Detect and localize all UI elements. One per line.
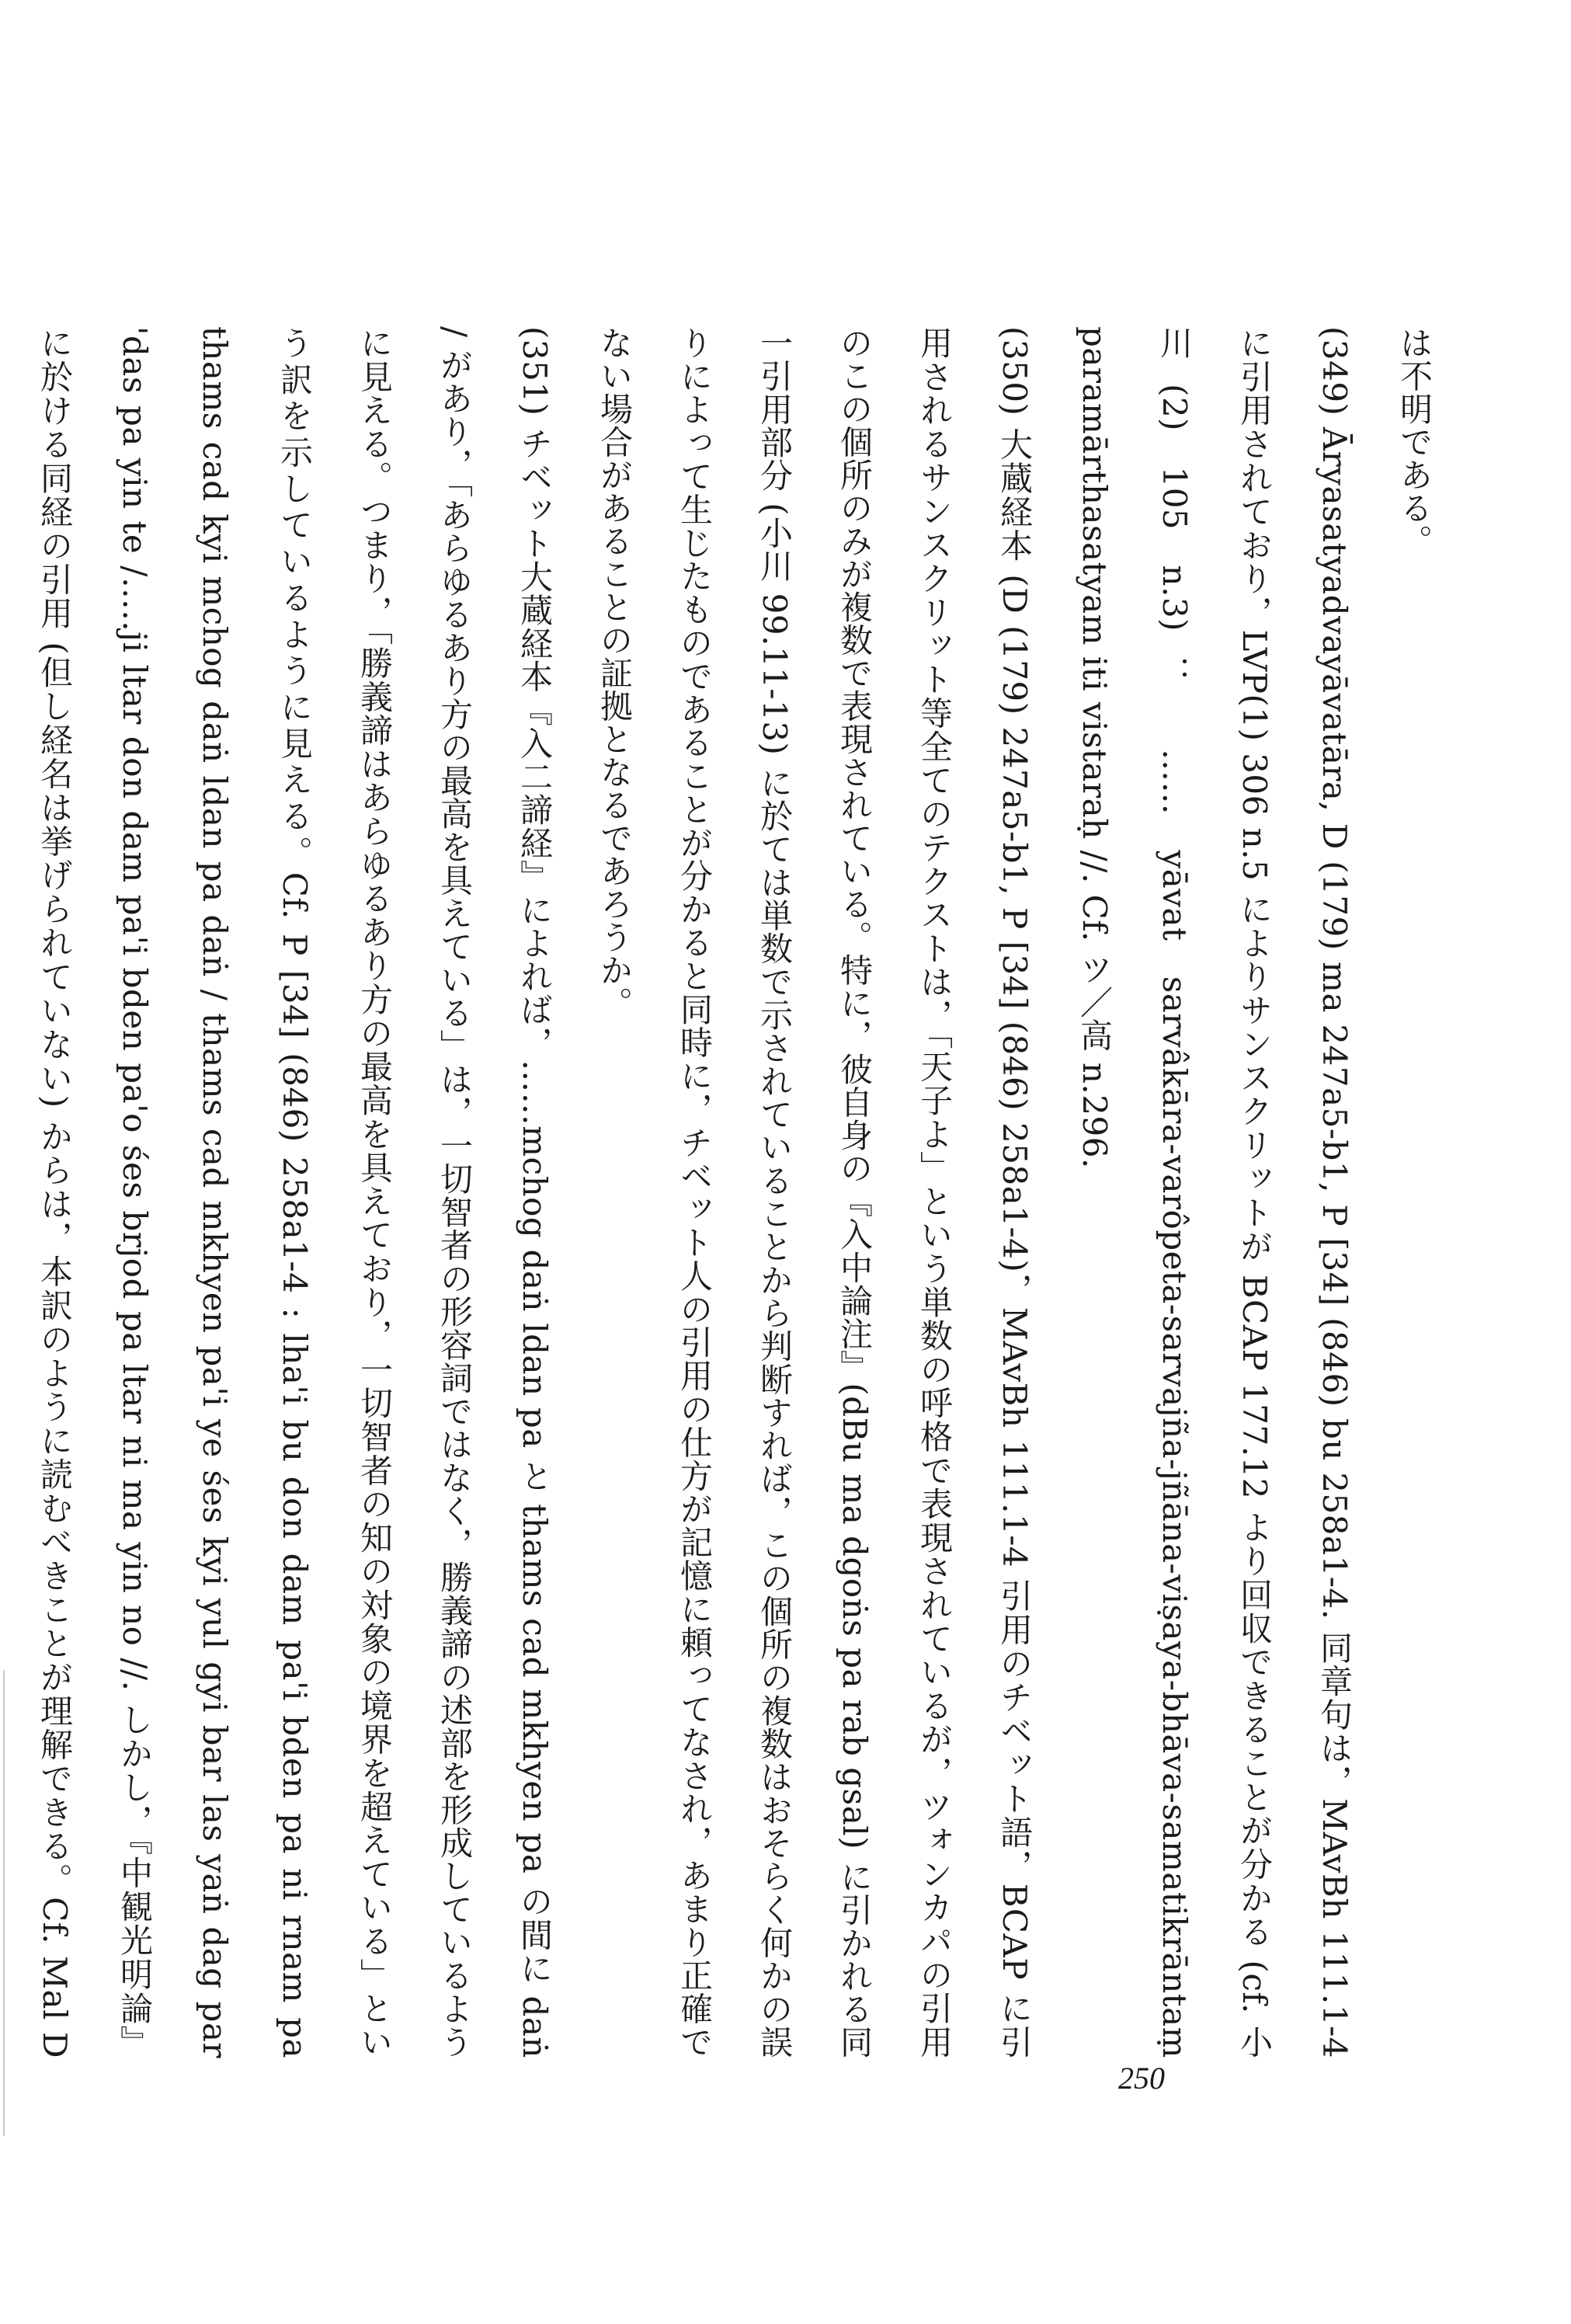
note-number: (350) <box>996 326 1034 416</box>
note-continuation <box>1375 326 1455 2058</box>
page-number: 250 <box>1118 2061 1165 2096</box>
note-text: 大蔵経本 (D (179) 247a5-b1, P [34] (846) 258a1-4)，MAvBh 111.1-4 引用のチベット語，BCAP に引用されるサンスクリット等全てのテクストは，「天子よ」という単数の呼格で表現されているが，ツォンカパの引用のこの個所のみが複数で表現されている。特に，彼自身の『入中論注』(dBu ma dgoṅs pa rab gsal) に引かれる同一引用部分 (小川 99.11-13) に於ては単数で示されていることから判断すれば，この個所の複数はおそらく何かの誤りによって生じたものであることが分かると同時に，チベット人の引用の仕方が記憶に頼ってなされ，あまり正確でない場合があることの証拠となるであろうか。 <box>596 326 1034 2058</box>
note-number: (351) <box>516 326 554 416</box>
notes-body <box>36 326 1455 2059</box>
note-351 <box>0 326 575 2058</box>
note-text: チベット大蔵経本『入二諦経』によれば，……mchog daṅ ldan pa と thams cad mkhyen pa の間に daṅ / があり，「あらゆるあり方の最高を具えている」は，一切智者の形容詞ではなく，勝義諦の述部を形成しているように見える。つまり，「勝義諦はあらゆるあり方の最高を具えており，一切智者の知の対象の境界を超えている」という訳を示しているように見える。Cf. P [34] (846) 258a1-4 : lha'i bu don dam pa'i bden pa ni rnam pa thams cad kyi mchog daṅ ldan pa daṅ / thams cad mkhyen pa'i ye śes kyi yul gyi bar las yaṅ dag par 'das pa yin te /…..ji ltar don dam pa'i bden pa'o śes brjod pa ltar ni ma yin no //. しかし，『中観光明論』に於ける同経の引用 (但し経名は挙げられていない) からは，本訳のように読むべきことが理解できる。Cf. Mal D <box>36 326 554 2059</box>
note-350 <box>575 326 1055 2058</box>
note-349 <box>1055 326 1375 2058</box>
note-text: は不明である。 <box>1395 326 1434 558</box>
note-text: Āryasatyadvayāvatāra, D (179) ma 247a5-b1, P [34] (846) bu 258a1-4. 同章句は，MAvBh 111.1-4 に引用されており，LVP(1) 306 n.5 によりサンスクリットが BCAP 177.12 より回収できることが分かる (cf. 小川(2) 105 n.3)： …… yāvat sarvâkāra-varôpeta-sarvajña-jñāna-viṣaya-bhāva-samatikrāntaṃ paramārthasatyam iti vistaraḥ //. Cf. ツ／高 n.296. <box>1076 326 1354 2058</box>
binding-edge-mark <box>3 1670 5 2136</box>
note-number: (349) <box>1316 326 1354 416</box>
